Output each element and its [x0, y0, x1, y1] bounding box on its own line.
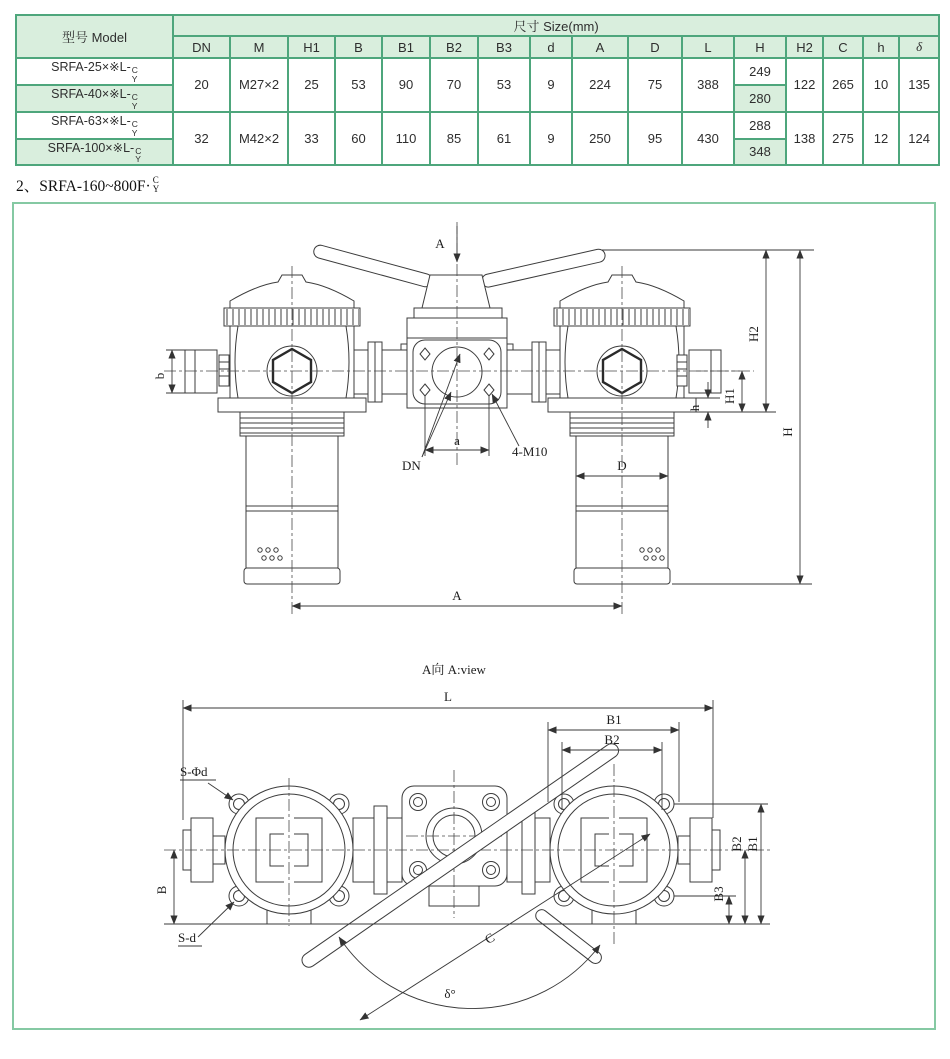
hole-spec-top-label: S-Φd: [180, 764, 208, 780]
cell-h1: 33: [288, 112, 335, 166]
left-pipe-flanges: [354, 342, 407, 402]
cell-dd: 95: [628, 112, 682, 166]
col-header: H1: [288, 36, 335, 58]
cell-h-288: 288: [734, 112, 786, 139]
dim-b-label: b: [152, 373, 167, 380]
cell-h-348: 348: [734, 139, 786, 166]
model-cell: SRFA-100×※L- C Y: [16, 139, 173, 166]
model-cell: SRFA-25×※L- C Y: [16, 58, 173, 85]
cell-b1: 110: [382, 112, 430, 166]
drawing-panel: [12, 202, 936, 1030]
cell-h-small: 12: [863, 112, 899, 166]
cell-h1: 25: [288, 58, 335, 112]
col-header: d: [530, 36, 572, 58]
dim-h1-label: H1: [722, 388, 737, 405]
dim-b-left-label: B: [154, 886, 169, 895]
col-header: D: [628, 36, 682, 58]
cell-delta: 124: [899, 112, 939, 166]
dim-a-flange-label: a: [454, 433, 460, 449]
cell-b: 60: [335, 112, 382, 166]
cell-d: 9: [530, 58, 572, 112]
model-cell: SRFA-63×※L- C Y: [16, 112, 173, 139]
technical-drawing-svg: [14, 204, 934, 1028]
dim-c-label: C: [481, 929, 498, 948]
col-header: H: [734, 36, 786, 58]
cell-h-249: 249: [734, 58, 786, 85]
top-view-title: A向 A:view: [422, 662, 486, 678]
cell-delta: 135: [899, 58, 939, 112]
cell-c: 265: [823, 58, 863, 112]
col-header: L: [682, 36, 734, 58]
cell-dd: 75: [628, 58, 682, 112]
col-header: B2: [430, 36, 478, 58]
dim-a-span-label: A: [452, 588, 462, 604]
cell-l: 430: [682, 112, 734, 166]
cell-m: M42×2: [230, 112, 288, 166]
cell-b2: 70: [430, 58, 478, 112]
cell-dn: 32: [173, 112, 230, 166]
front-view: [152, 222, 814, 616]
dim-b2-top-label: B2: [604, 732, 620, 748]
cell-h2: 138: [786, 112, 823, 166]
table-row: [16, 58, 939, 85]
dim-l-label: L: [444, 689, 452, 705]
bolt-spec-label: 4-M10: [512, 444, 548, 460]
dimension-table: [15, 14, 940, 166]
col-header: M: [230, 36, 288, 58]
col-header: B3: [478, 36, 530, 58]
cell-d: 9: [530, 112, 572, 166]
col-header: DN: [173, 36, 230, 58]
col-header: B: [335, 36, 382, 58]
dim-b1-right-label: B1: [745, 836, 760, 852]
cell-l: 388: [682, 58, 734, 112]
cell-b3: 61: [478, 112, 530, 166]
dim-delta-angle-label: δ°: [444, 986, 456, 1002]
col-header: δ: [899, 36, 939, 58]
col-header: A: [572, 36, 628, 58]
col-header: H2: [786, 36, 823, 58]
section-option-stack: C Y: [152, 174, 160, 195]
col-header: h: [863, 36, 899, 58]
cell-b3: 53: [478, 58, 530, 112]
cell-a: 250: [572, 112, 628, 166]
cell-dn: 20: [173, 58, 230, 112]
dim-h-total-label: H: [780, 427, 795, 438]
cell-h-280: 280: [734, 85, 786, 112]
dim-h2-label: H2: [746, 326, 761, 343]
cell-b2: 85: [430, 112, 478, 166]
dim-b2-right-label: B2: [729, 836, 744, 852]
top-view: [154, 662, 772, 1020]
dim-dn-label: DN: [402, 458, 421, 474]
cell-m: M27×2: [230, 58, 288, 112]
col-header: B1: [382, 36, 430, 58]
dim-d-label: D: [617, 458, 627, 474]
cell-h2: 122: [786, 58, 823, 112]
section-label: 2、SRFA-160~800F·: [16, 178, 151, 196]
cell-h-small: 10: [863, 58, 899, 112]
dim-b3-label: B3: [711, 886, 726, 902]
section-heading: [16, 174, 950, 196]
cell-c: 275: [823, 112, 863, 166]
right-pipe-flanges: [507, 342, 560, 402]
hole-spec-bottom-label: S-d: [178, 930, 197, 946]
view-direction-label: A: [435, 236, 445, 252]
col-header: C: [823, 36, 863, 58]
table-row: [16, 112, 939, 139]
model-column-header: 型号 Model: [16, 15, 173, 58]
size-header: 尺寸 Size(mm): [173, 15, 939, 36]
cell-b1: 90: [382, 58, 430, 112]
left-port-fitting: [185, 350, 229, 393]
dim-h-small-label: h: [687, 405, 702, 412]
model-cell: SRFA-40×※L- C Y: [16, 85, 173, 112]
table-section: [0, 0, 950, 166]
dim-b1-top-label: B1: [606, 712, 622, 728]
cell-b: 53: [335, 58, 382, 112]
cell-a: 224: [572, 58, 628, 112]
